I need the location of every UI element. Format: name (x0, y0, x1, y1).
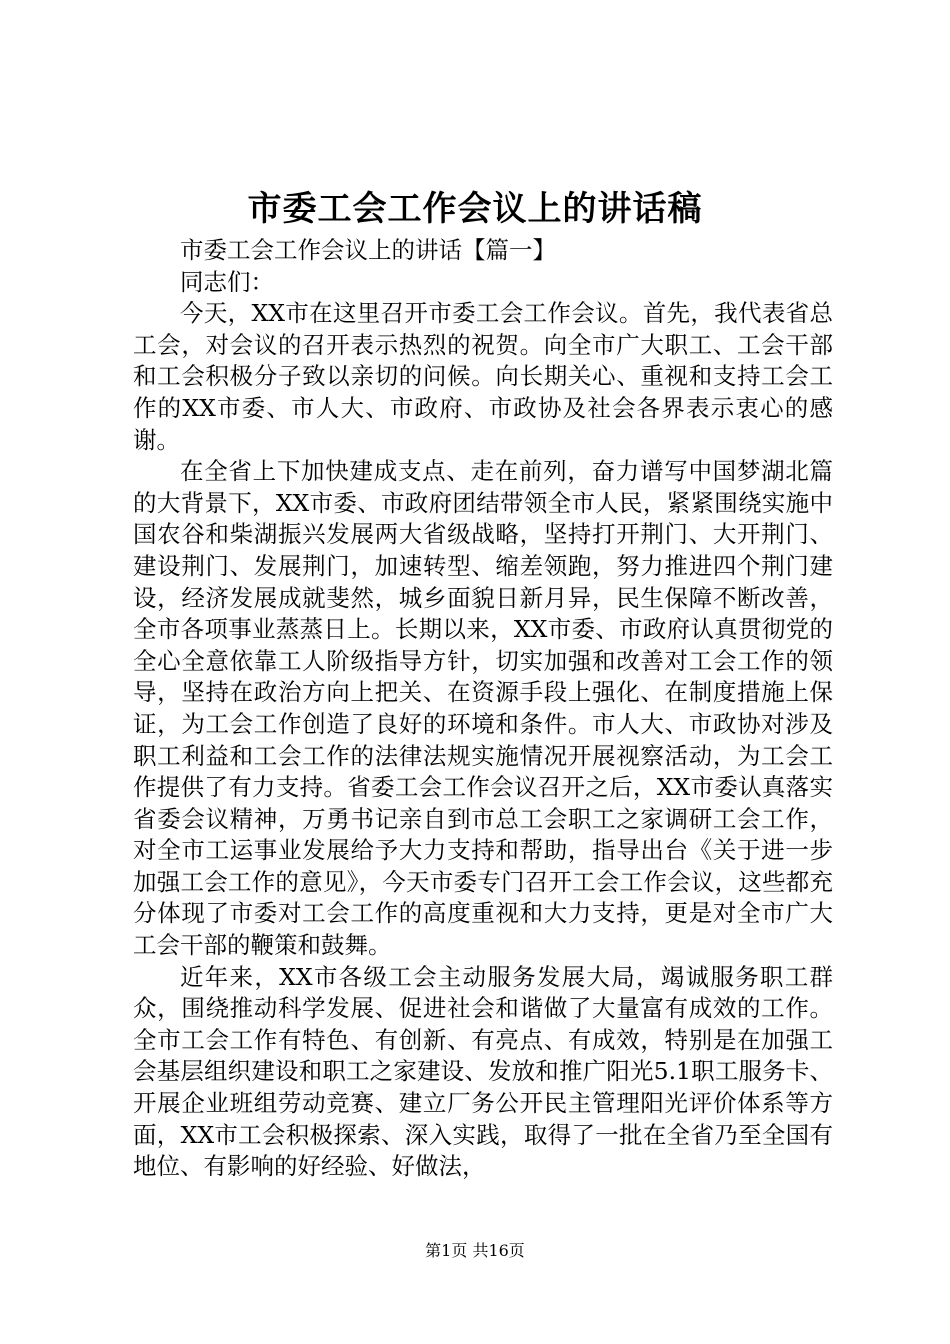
page-number: 第1页 共16页 (425, 1241, 525, 1260)
salutation: 同志们： (180, 267, 274, 296)
document-title: 市委工会工作会议上的讲话稿 (247, 189, 703, 229)
paragraph: 近年来，XX市各级工会主动服务发展大局，竭诚服务职工群众，围绕推动科学发展、促进社会和谐做了大量富有成效的工作。全市工会工作有特色、有创新、有亮点、有成效，特别是在加强工会基层组织建设和职工之家建设、发放和推广阳光5.1职工服务卡、开展企业班组劳动竞赛、建立厂务公开民主管理阳光评价体系等方面，XX市工会积极探索、深入实践，取得了一批在全省乃至全国有地位、有影响的好经验、好做法， (133, 962, 833, 1181)
paragraph: 今天，XX市在这里召开市委工会工作会议。首先，我代表省总工会，对会议的召开表示热烈的祝贺。向全市广大职工、工会干部和工会积极分子致以亲切的问候。向长期关心、重视和支持工会工作的XX市委、市人大、市政府、市政协及社会各界表示衷心的感谢。 (133, 299, 833, 454)
section-heading: 市委工会工作会议上的讲话【篇一】 (180, 236, 556, 264)
document-body (133, 235, 833, 1183)
paragraph: 在全省上下加快建成支点、走在前列，奋力谱写中国梦湖北篇的大背景下，XX市委、市政府团结带领全市人民，紧紧围绕实施中国农谷和柴湖振兴发展两大省级战略，坚持打开荆门、大开荆门、建设荆门、发展荆门，加速转型、缩差领跑，努力推进四个荆门建设，经济发展成就斐然，城乡面貌日新月异，民生保障不断改善，全市各项事业蒸蒸日上。长期以来，XX市委、市政府认真贯彻党的全心全意依靠工人阶级指导方针，切实加强和改善对工会工作的领导，坚持在政治方向上把关、在资源手段上强化、在制度措施上保证，为工会工作创造了良好的环境和条件。市人大、市政协对涉及职工利益和工会工作的法律法规实施情况开展视察活动，为工会工作提供了有力支持。省委工会工作会议召开之后，XX市委认真落实省委会议精神，万勇书记亲自到市总工会职工之家调研工会工作，对全市工运事业发展给予大力支持和帮助，指导出台《关于进一步加强工会工作的意见》，今天市委专门召开工会工作会议，这些都充分体现了市委对工会工作的高度重视和大力支持，更是对全市广大工会干部的鞭策和鼓舞。 (133, 457, 833, 960)
